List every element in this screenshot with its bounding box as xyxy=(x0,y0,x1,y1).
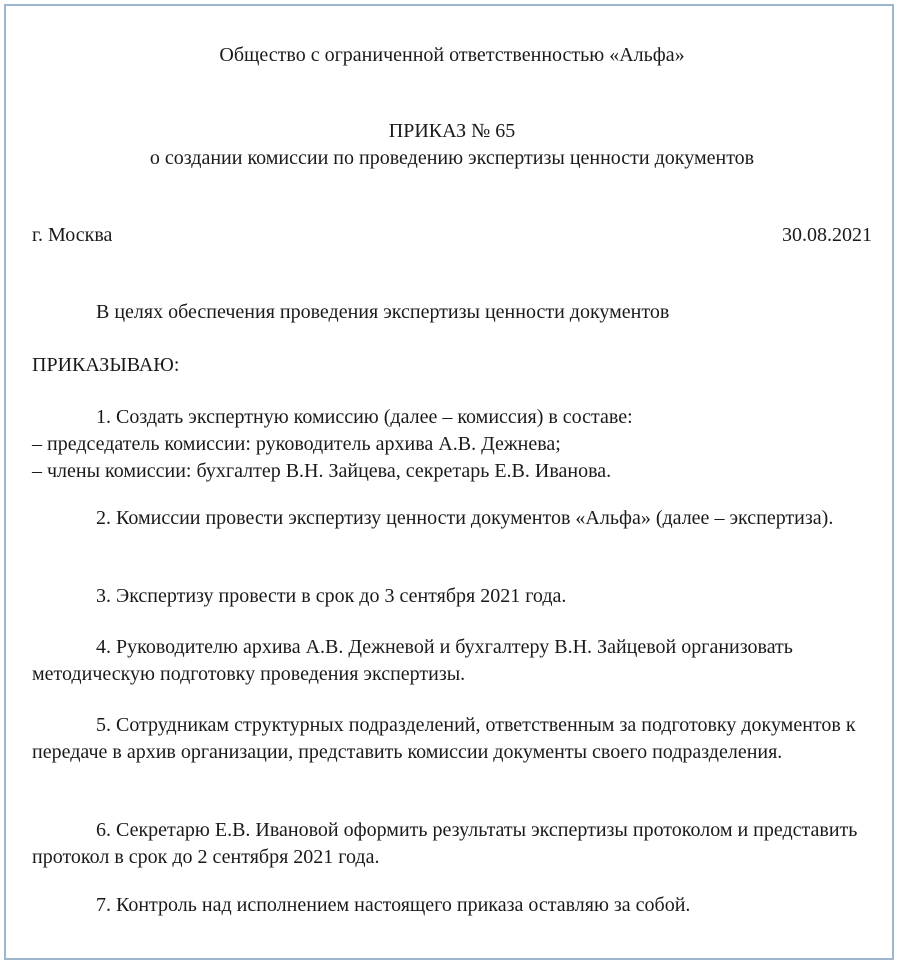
item-1-chair: – председатель комиссии: руководитель архива А.В. Дежнева; xyxy=(32,433,561,455)
document-body xyxy=(32,6,872,958)
item-5: 5. Сотрудникам структурных подразделений, ответственным за подготовку документов к передаче в архив организации, представить комиссии документы своего подразделения. xyxy=(32,714,856,763)
item-1 xyxy=(32,404,872,485)
item-3: 3. Экспертизу провести в срок до 3 сентября 2021 года. xyxy=(96,585,567,607)
place-date-row xyxy=(32,222,872,249)
city: г. Москва xyxy=(32,224,113,246)
item-4: 4. Руководителю архива А.В. Дежневой и бухгалтеру В.Н. Зайцевой организовать методическую подготовку проведения экспертизы. xyxy=(32,636,793,685)
item-6: 6. Секретарю Е.В. Ивановой оформить результаты экспертизы протоколом и представить протокол в срок до 2 сентября 2021 года. xyxy=(32,819,858,868)
intro-paragraph: В целях обеспечения проведения экспертизы ценности документов xyxy=(96,301,670,323)
item-7: 7. Контроль над исполнением настоящего приказа оставляю за собой. xyxy=(96,894,691,916)
item-1-members: – члены комиссии: бухгалтер В.Н. Зайцева, секретарь Е.В. Иванова. xyxy=(32,460,612,482)
order-word: ПРИКАЗЫВАЮ: xyxy=(32,354,180,376)
organization-name: Общество с ограниченной ответственностью «Альфа» xyxy=(219,44,685,66)
item-1-main: 1. Создать экспертную комиссию (далее – комиссия) в составе: xyxy=(96,406,633,428)
document-frame xyxy=(4,4,894,960)
item-2: 2. Комиссии провести экспертизу ценности документов «Альфа» (далее – экспертиза). xyxy=(96,507,834,529)
order-title: ПРИКАЗ № 65 xyxy=(388,120,516,142)
order-subtitle: о создании комиссии по проведению экспертизы ценности документов xyxy=(149,147,755,169)
order-date: 30.08.2021 xyxy=(782,224,872,246)
